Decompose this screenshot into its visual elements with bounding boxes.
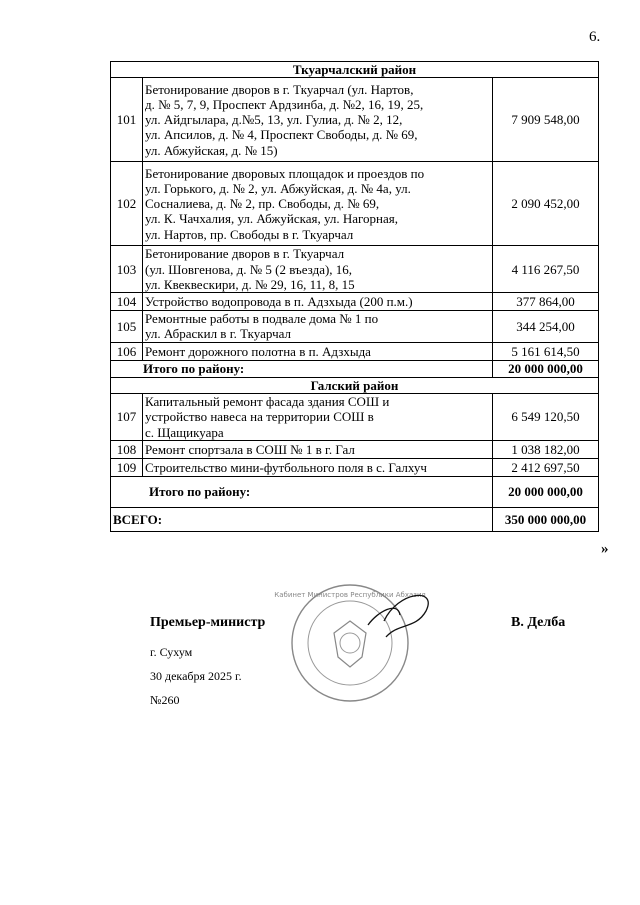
row-number: 103 [111,246,143,293]
description-line: (ул. Шовгенова, д. № 5 (2 въезда), 16, [145,261,353,277]
signatory-name: В. Делба [511,615,566,630]
row-amount: 1 038 182,00 [493,440,599,458]
document-number: №260 [150,693,180,707]
row-amount: 7 909 548,00 [493,78,599,162]
description-line: ул. Апсилов, д. № 4, Проспект Свободы, д. № 69, [145,127,418,143]
row-amount: 4 116 267,50 [493,246,599,293]
row-number: 101 [111,78,143,162]
description-line: с. Щащикуара [145,424,224,440]
row-number: 109 [111,458,143,476]
section-header-row [111,377,599,393]
description-line: Бетонирование дворов в г. Ткуарчал [145,246,345,262]
signature-stroke [368,595,428,637]
closing-quote: » [601,541,609,557]
table-row [111,440,599,458]
row-number: 107 [111,394,143,441]
description-line: ул. Горького, д. № 2, ул. Абжуйская, д. № 4а, ул. [145,180,411,196]
grand-total-amount: 350 000 000,00 [493,507,599,531]
description-line: ул. Айдгылара, д.№5, 13, ул. Гулиа, д. № 2, 12, [145,112,403,128]
row-description [143,311,493,343]
description-line: Устройство водопровода в п. Адзхыда (200 п.м.) [145,294,413,310]
description-line: ул. Нартов, пр. Свободы в г. Ткуарчал [145,226,354,242]
description-line: ул. Квеквескири, д. № 29, 16, 11, 8, 15 [145,276,355,292]
description-line: Капитальный ремонт фасада здания СОШ и [145,394,390,410]
row-description [143,293,493,311]
description-line: ул. Абраскил в г. Ткуарчал [145,326,291,342]
table-row [111,394,599,441]
section-title: Ткуарчалский район [111,62,599,78]
table-row [111,342,599,360]
row-description [143,458,493,476]
page-number: 6. [589,29,601,45]
description-line: Сосналиева, д. № 2, пр. Свободы, д. № 69, [145,196,380,212]
row-amount: 6 549 120,50 [493,394,599,441]
district-total-label: Итого по району: [111,476,493,507]
table-row [111,78,599,162]
table-row [111,246,599,293]
description-line: Ремонт спортзала в СОШ № 1 в г. Гал [145,441,355,457]
grand-total-row [111,507,599,531]
section-title: Галский район [111,377,599,393]
description-line: ул. К. Чачхалия, ул. Абжуйская, ул. Нагорная, [145,211,399,227]
description-line: д. № 5, 7, 9, Проспект Ардзинба, д. №2, 16, 19, 25, [145,96,424,112]
row-amount: 2 090 452,00 [493,162,599,246]
row-description [143,440,493,458]
description-line: Ремонт дорожного полотна в п. Адзхыда [145,343,371,359]
district-total-amount: 20 000 000,00 [493,476,599,507]
table-row [111,293,599,311]
row-amount: 377 864,00 [493,293,599,311]
description-line: ул. Абжуйская, д. № 15) [145,142,278,158]
description-line: Бетонирование дворовых площадок и проездов по [145,165,425,181]
row-amount: 5 161 614,50 [493,342,599,360]
city: г. Сухум [150,645,193,659]
section-header-row [111,62,599,78]
row-amount: 2 412 697,50 [493,458,599,476]
description-line: Бетонирование дворов в г. Ткуарчал (ул. Нартов, [145,81,414,97]
row-number: 102 [111,162,143,246]
row-description [143,246,493,293]
row-description [143,78,493,162]
district-total-amount: 20 000 000,00 [493,360,599,377]
row-number: 104 [111,293,143,311]
district-total-row [111,360,599,377]
table-row [111,311,599,343]
row-number: 106 [111,342,143,360]
table-row [111,458,599,476]
emblem-shield-icon [334,621,366,667]
document-date: 30 декабря 2025 г. [150,669,242,683]
row-description [143,342,493,360]
budget-table [110,61,599,532]
row-number: 108 [111,440,143,458]
row-description [143,162,493,246]
seal-text: Кабинет Министров Республики Абхазия [274,591,426,599]
description-line: устройство навеса на территории СОШ в [145,409,374,425]
grand-total-label: ВСЕГО: [111,507,493,531]
district-total-row [111,476,599,507]
row-number: 105 [111,311,143,343]
row-amount: 344 254,00 [493,311,599,343]
description-line: Строительство мини-футбольного поля в с. Галхуч [145,459,427,475]
official-seal [274,581,426,705]
table-row [111,162,599,246]
signatory-title: Премьер-министр [150,615,266,630]
row-description [143,394,493,441]
district-total-label: Итого по району: [111,360,493,377]
description-line: Ремонтные работы в подвале дома № 1 по [145,311,379,327]
